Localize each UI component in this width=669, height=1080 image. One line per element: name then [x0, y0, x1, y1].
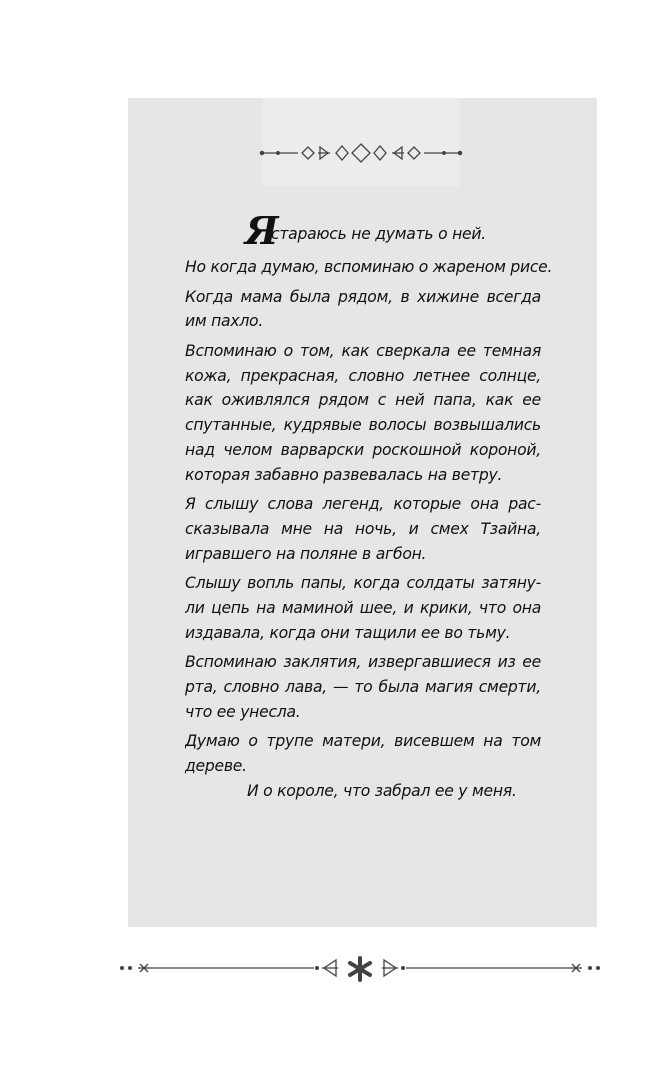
text-line: сказывала мне на ночь, и смех Тзайна, — [185, 519, 541, 538]
paragraph — [185, 571, 541, 645]
paragraph — [185, 492, 541, 566]
text-line: игравшего на поляне в агбон. — [185, 544, 427, 563]
text-line: Когда мама была рядом, в хижине всегда — [185, 287, 541, 306]
text-line: рта, словно лава, — то была магия смерти, — [185, 678, 541, 696]
asterisk-divider-ornament-icon — [118, 950, 602, 990]
story-text — [185, 208, 553, 803]
text-line: спутанные, кудрявые волосы возвышались — [185, 416, 541, 435]
paragraph — [185, 255, 553, 280]
text-line: Вспоминаю о том, как сверкала ее темная — [185, 342, 541, 361]
text-line: Думаю о трупе матери, висевшем на том — [185, 732, 541, 751]
text-line: кожа, прекрасная, словно летнее солнце, — [185, 366, 541, 385]
opening-line — [185, 209, 541, 255]
text-line: Я слышу слова легенд, которые она рас- — [185, 495, 541, 514]
text-line: Вспоминаю заклятия, извергавшиеся из ее — [185, 653, 541, 672]
text-line: дереве. — [185, 757, 247, 776]
text-line: которая забавно развевалась на ветру. — [185, 465, 503, 484]
text-line: Слышу вопль папы, когда солдаты затяну- — [185, 574, 541, 593]
closing-line: И о короле, что забрал ее у меня. — [247, 781, 517, 800]
text-line: ли цепь на маминой шее, и крики, что она — [185, 598, 541, 617]
paragraph — [185, 285, 541, 334]
paragraph — [185, 729, 541, 778]
text-line: над челом варварски роскошной короной, — [185, 440, 541, 459]
drop-cap: Я — [245, 208, 279, 253]
text-line: издавала, когда они тащили ее во тьму. — [185, 623, 511, 642]
text-line: что ее унесла. — [185, 702, 301, 721]
text-line: как оживлялся рядом с ней папа, как ее — [185, 391, 541, 410]
diamond-chain-ornament-icon — [258, 138, 464, 168]
paragraph — [185, 339, 541, 487]
text-line: им пахло. — [185, 312, 264, 331]
text-line: Но когда думаю, вспоминаю о жареном рисе. — [185, 258, 553, 276]
opening-line-text: стараюсь не думать о ней. — [271, 225, 486, 243]
paragraph — [185, 650, 541, 724]
